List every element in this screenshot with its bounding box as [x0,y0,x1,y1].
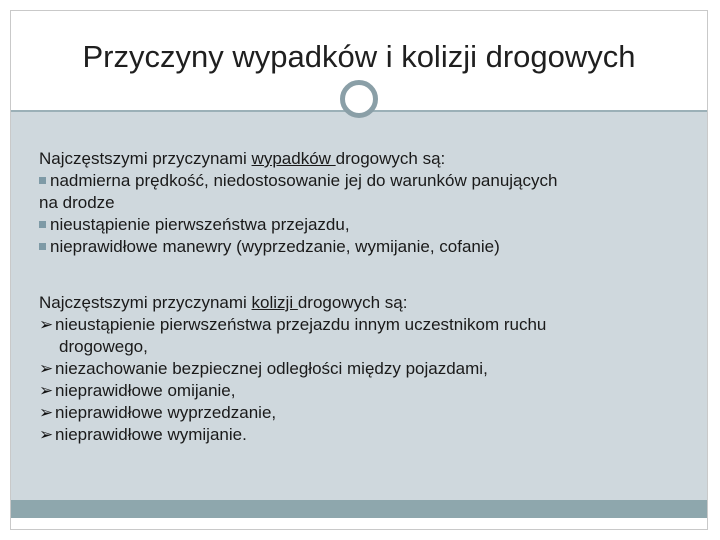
collisions-intro-after: drogowych są: [297,293,408,312]
arrow-bullet-icon: ➢ [39,403,54,422]
accidents-intro-after: drogowych są: [335,149,446,168]
accidents-intro [39,148,709,170]
list-item-continuation [39,336,709,358]
square-bullet-icon [39,177,46,184]
list-item-text: nadmierna prędkość, niedostosowanie jej do warunków panujących [50,171,558,190]
list-item-continuation [39,192,709,214]
list-item-text: nieprawidłowe wymijanie. [55,425,247,444]
collisions-intro-underlined: kolizji [251,293,298,312]
collisions-intro [39,292,709,314]
arrow-bullet-icon: ➢ [39,315,54,334]
list-item-text: nieprawidłowe manewry (wyprzedzanie, wymijanie, cofanie) [50,237,500,256]
arrow-bullet-icon: ➢ [39,359,54,378]
list-item-text: nieustąpienie pierwszeństwa przejazdu, [50,215,350,234]
list-item [39,358,709,380]
accidents-intro-underlined: wypadków [251,149,336,168]
footer-bar [11,500,707,518]
arrow-bullet-icon: ➢ [39,425,54,444]
list-item-text: niezachowanie bezpiecznej odległości między pojazdami, [55,359,488,378]
collisions-section [39,292,709,446]
list-item [39,214,709,236]
accidents-intro-before: Najczęstszymi przyczynami [39,149,252,168]
list-item-text: nieustąpienie pierwszeństwa przejazdu innym uczestnikom ruchu [55,315,547,334]
list-item-text: nieprawidłowe wyprzedzanie, [55,403,277,422]
content-area [11,112,707,500]
list-item [39,424,709,446]
list-item-text: nieprawidłowe omijanie, [55,381,236,400]
square-bullet-icon [39,243,46,250]
list-item [39,380,709,402]
list-item [39,314,709,336]
list-item [39,402,709,424]
list-item-text: na drodze [39,193,115,212]
list-item [39,236,709,258]
circle-ornament-icon [340,80,378,118]
square-bullet-icon [39,221,46,228]
accidents-section [39,148,709,258]
arrow-bullet-icon: ➢ [39,381,54,400]
list-item-text: drogowego, [59,337,148,356]
slide-title: Przyczyny wypadków i kolizji drogowych [82,39,636,74]
collisions-intro-before: Najczęstszymi przyczynami [39,293,252,312]
list-item [39,170,709,192]
